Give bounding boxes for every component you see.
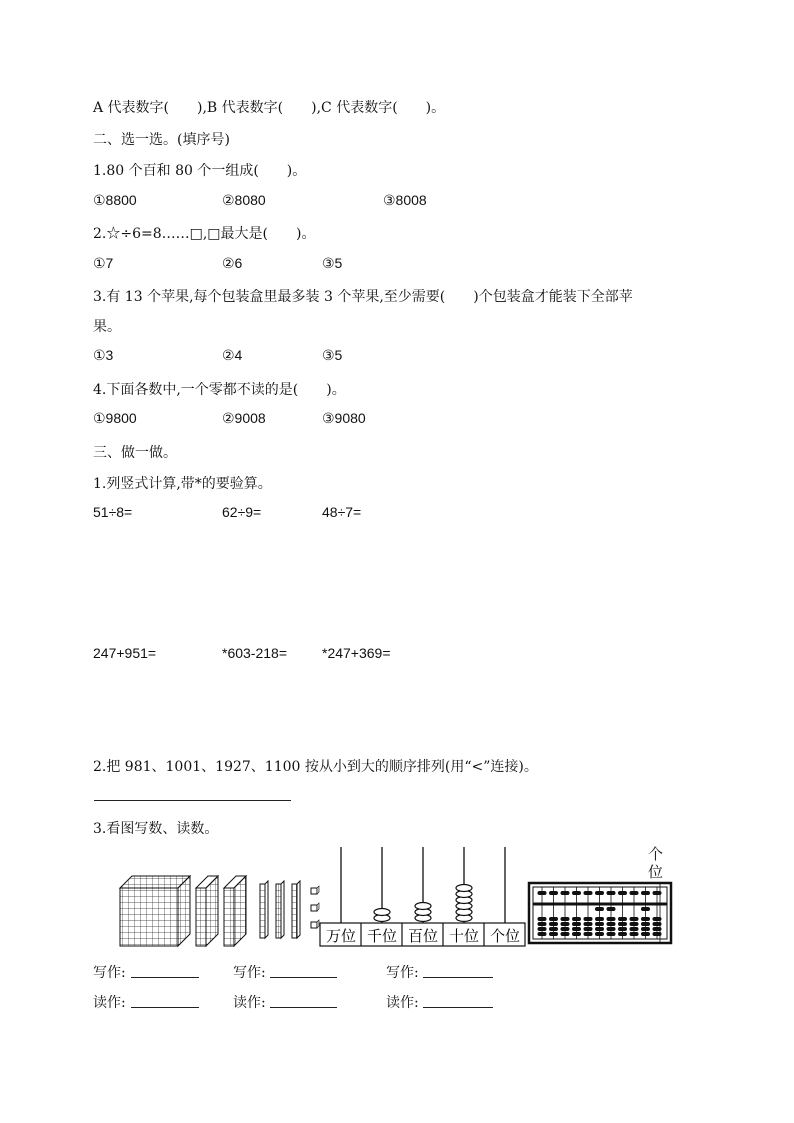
section-3-title: 三、做一做。 — [93, 445, 177, 461]
place-label-shi: 十位 — [448, 927, 480, 945]
read-answer-3[interactable] — [423, 1007, 493, 1008]
unit-cube-3 — [311, 920, 319, 928]
abacus-bead — [561, 917, 570, 921]
place-label-wan: 万位 — [325, 927, 357, 945]
calc-2: 62÷9= — [222, 504, 262, 520]
calc-3: 48÷7= — [322, 504, 362, 520]
place-label-qian: 千位 — [366, 927, 398, 945]
q3-option-3: ③5 — [322, 347, 343, 363]
write-answer-2[interactable] — [270, 977, 337, 978]
hundred-flat-2 — [224, 876, 246, 946]
ten-rod-3 — [292, 881, 300, 938]
abacus-bead — [584, 927, 593, 931]
abacus-bead — [641, 917, 650, 921]
abacus-bead — [595, 917, 604, 921]
q4-option-1: ①9800 — [93, 410, 137, 426]
q1-option-1: ①8800 — [93, 192, 137, 208]
abacus-bead — [561, 922, 570, 926]
abacus-bead — [630, 917, 639, 921]
abacus-bead — [572, 927, 581, 931]
abacus-bead — [595, 922, 604, 926]
abacus-bead — [595, 932, 604, 936]
abacus-bead — [538, 922, 547, 926]
q3-option-1: ①3 — [93, 347, 114, 363]
abacus-bead — [572, 891, 581, 895]
abacus-bead — [607, 917, 616, 921]
abacus-bead — [584, 922, 593, 926]
write-label-3: 写作: — [386, 965, 419, 981]
abc-question: A 代表数字( ),B 代表数字( ),C 代表数字( )。 — [93, 100, 446, 116]
abacus-bead — [549, 932, 558, 936]
question-1: 1.80 个百和 80 个一组成( )。 — [93, 163, 307, 179]
q2-option-1: ①7 — [93, 255, 114, 271]
abacus-bead — [572, 922, 581, 926]
q2-option-2: ②6 — [222, 255, 243, 271]
read-label-2: 读作: — [233, 995, 266, 1011]
abacus-bead — [630, 927, 639, 931]
abacus-bead — [595, 891, 604, 895]
read-answer-1[interactable] — [131, 1007, 199, 1008]
unit-cube-1 — [311, 886, 319, 894]
section-2-title: 二、选一选。(填序号) — [93, 132, 230, 148]
calc-1: 51÷8= — [93, 504, 133, 520]
abacus-bead — [561, 927, 570, 931]
read-label-3: 读作: — [386, 995, 419, 1011]
abacus-ones-label-2: 位 — [648, 863, 664, 881]
abacus-ones-label-1: 个 — [648, 845, 664, 863]
abacus-bead — [607, 922, 616, 926]
abacus-bead — [538, 891, 547, 895]
place-label-bai: 百位 — [407, 927, 439, 945]
order-answer-line[interactable] — [94, 800, 291, 801]
abacus-bead — [641, 927, 650, 931]
unit-cube-2 — [311, 903, 319, 911]
abacus-bead — [549, 891, 558, 895]
write-label-2: 写作: — [233, 965, 266, 981]
abacus-bead — [630, 922, 639, 926]
thousand-cube — [120, 876, 190, 946]
q3-option-2: ②4 — [222, 347, 243, 363]
calc-4: 247+951= — [93, 645, 157, 661]
abacus-bead — [595, 927, 604, 931]
do-2-title: 2.把 981、1001、1927、1100 按从小到大的顺序排列(用“<”连接)。 — [93, 759, 538, 775]
abacus-bead — [538, 917, 547, 921]
abacus-bead — [538, 927, 547, 931]
abacus-bead — [549, 922, 558, 926]
question-4: 4.下面各数中,一个零都不读的是( )。 — [93, 382, 346, 398]
read-answer-2[interactable] — [270, 1007, 337, 1008]
abacus-bead — [618, 891, 627, 895]
write-answer-3[interactable] — [423, 977, 493, 978]
q4-option-3: ③9080 — [322, 410, 366, 426]
do-1-title: 1.列竖式计算,带*的要验算。 — [93, 476, 272, 492]
abacus-bead — [641, 922, 650, 926]
abacus-bead — [618, 932, 627, 936]
question-2: 2.☆÷6=8……□,□最大是( )。 — [93, 226, 316, 242]
abacus-bead — [641, 891, 650, 895]
abacus-bead — [584, 917, 593, 921]
place-label-ge: 个位 — [489, 927, 521, 945]
abacus-bead — [641, 907, 650, 911]
abacus-bead — [630, 932, 639, 936]
q1-option-3: ③8008 — [383, 192, 427, 208]
write-answer-1[interactable] — [131, 977, 199, 978]
ten-rod-2 — [276, 881, 284, 938]
write-label-1: 写作: — [93, 965, 126, 981]
q4-option-2: ②9008 — [222, 410, 266, 426]
abacus-bead — [561, 932, 570, 936]
read-label-1: 读作: — [93, 995, 126, 1011]
q1-option-2: ②8080 — [222, 192, 266, 208]
calc-5: *603-218= — [222, 645, 288, 661]
abacus-bead — [607, 891, 616, 895]
hundred-flat-1 — [196, 876, 218, 946]
calc-6: *247+369= — [322, 645, 391, 661]
abacus-bead — [572, 917, 581, 921]
abacus-bead — [572, 932, 581, 936]
bead — [374, 909, 390, 916]
abacus-bead — [618, 927, 627, 931]
abacus-bead — [584, 932, 593, 936]
abacus-bead — [641, 932, 650, 936]
q2-option-3: ③5 — [322, 255, 343, 271]
abacus-bead — [607, 932, 616, 936]
abacus-bead — [618, 917, 627, 921]
abacus-bead — [595, 907, 604, 911]
abacus-bead — [607, 927, 616, 931]
counting-frame-figure — [319, 845, 529, 950]
question-3-line-1: 3.有 13 个苹果,每个包装盒里最多装 3 个苹果,至少需要( )个包装盒才能装下全部苹 — [93, 289, 633, 305]
abacus-bead — [549, 917, 558, 921]
base-ten-blocks-figure — [110, 860, 340, 960]
abacus-bead — [549, 927, 558, 931]
abacus-figure — [528, 882, 672, 944]
abacus-bead — [584, 891, 593, 895]
question-3-line-2: 果。 — [93, 319, 121, 335]
do-3-title: 3.看图写数、读数。 — [93, 821, 219, 837]
abacus-bead — [618, 922, 627, 926]
abacus-bead — [607, 907, 616, 911]
abacus-bead — [538, 932, 547, 936]
abacus-bead — [630, 891, 639, 895]
bead — [456, 885, 472, 892]
ten-rod-1 — [260, 881, 268, 938]
abacus-bead — [561, 891, 570, 895]
bead — [415, 903, 431, 910]
